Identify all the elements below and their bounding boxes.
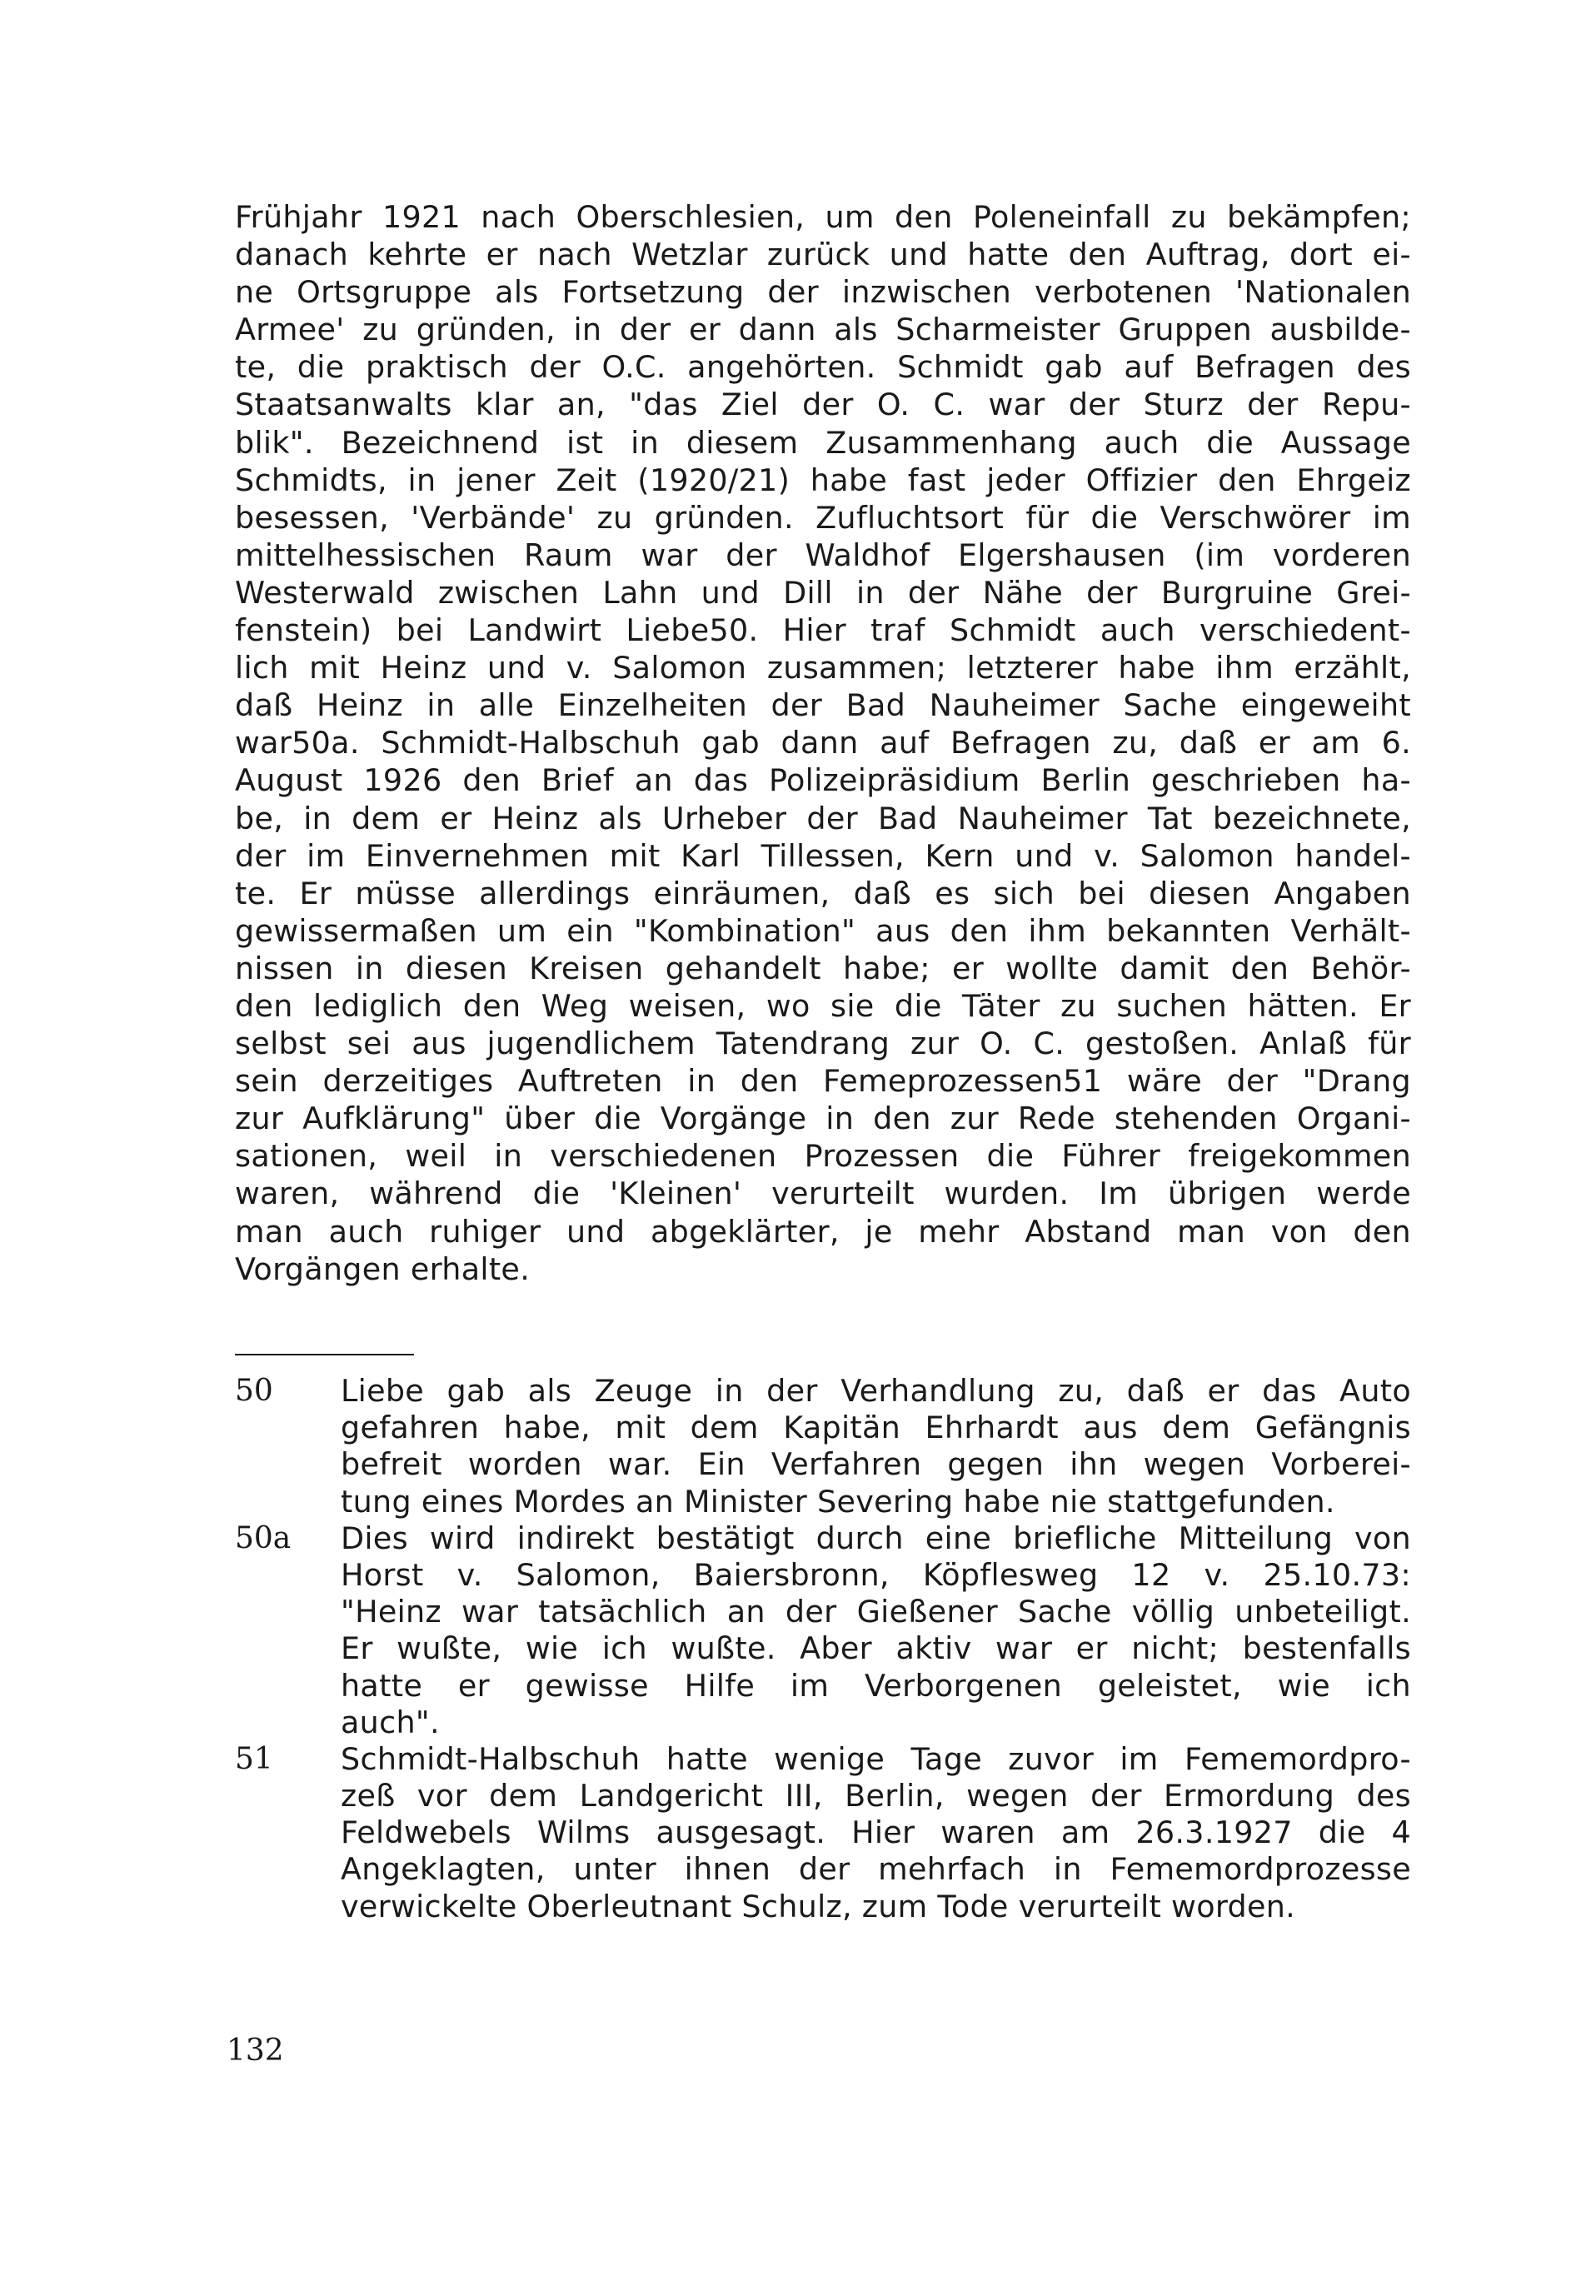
footnote-text (341, 1373, 1411, 1520)
page-number: 132 (227, 2034, 284, 2068)
body-text-line: lich mit Heinz und v. Salomon zusammen; letzterer habe ihm erzählt, (235, 650, 1411, 686)
footnote-line: Horst v. Salomon, Baiersbronn, Köpflesweg 12 v. 25.10.73: (341, 1556, 1411, 1593)
footnote-number: 50 (235, 1374, 273, 1408)
footnote-51 (235, 1741, 1411, 1925)
body-text-line: te. Er müsse allerdings einräumen, daß es sich bei diesen Angaben (235, 875, 1411, 911)
footnote-50 (235, 1373, 1411, 1520)
body-text-line: waren, während die 'Kleinen' verurteilt wurden. Im übrigen werde (235, 1175, 1411, 1212)
body-text-line: der im Einvernehmen mit Karl Tillessen, Kern und v. Salomon handel- (235, 837, 1411, 874)
body-text-line: be, in dem er Heinz als Urheber der Bad Nauheimer Tat bezeichnete, (235, 800, 1411, 836)
body-text-line: Westerwald zwischen Lahn und Dill in der Nähe der Burgruine Grei- (235, 574, 1411, 611)
body-text-line: August 1926 den Brief an das Polizeipräsidium Berlin geschrieben ha- (235, 762, 1411, 799)
footnote-text (341, 1741, 1411, 1925)
footnote-line: Dies wird indirekt bestätigt durch eine briefliche Mitteilung von (341, 1520, 1411, 1556)
footnote-line: hatte er gewisse Hilfe im Verborgenen geleistet, wie ich (341, 1667, 1411, 1704)
body-text-line: Schmidts, in jener Zeit (1920/21) habe fast jeder Offizier den Ehrgeiz (235, 462, 1411, 498)
body-text-line: fenstein) bei Landwirt Liebe50. Hier traf Schmidt auch verschiedent- (235, 612, 1411, 649)
body-text-line: war50a. Schmidt-Halbschuh gab dann auf Befragen zu, daß er am 6. (235, 725, 1411, 761)
body-text-line: ne Ortsgruppe als Fortsetzung der inzwischen verbotenen 'Nationalen (235, 274, 1411, 311)
footnote-text (341, 1520, 1411, 1741)
footnotes (235, 1373, 1411, 1925)
body-text-line: danach kehrte er nach Wetzlar zurück und hatte den Auftrag, dort ei- (235, 237, 1411, 273)
body-text-line: sationen, weil in verschiedenen Prozessen die Führer freigekommen (235, 1138, 1411, 1175)
body-text-line: blik". Bezeichnend ist in diesem Zusammenhang auch die Aussage (235, 424, 1411, 461)
footnote-line: tung eines Mordes an Minister Severing habe nie stattgefunden. (341, 1483, 1335, 1520)
body-text (235, 198, 1411, 1288)
footnote-line: Liebe gab als Zeuge in der Verhandlung zu, daß er das Auto (341, 1373, 1411, 1409)
body-text-line: sein derzeitiges Auftreten in den Femeprozessen51 wäre der "Drang (235, 1063, 1411, 1100)
body-text-line: daß Heinz in alle Einzelheiten der Bad Nauheimer Sache eingeweiht (235, 687, 1411, 724)
body-text-line: besessen, 'Verbände' zu gründen. Zufluchtsort für die Verschwörer im (235, 499, 1411, 536)
footnote-line: auch". (341, 1704, 440, 1740)
footnote-line: zeß vor dem Landgericht III, Berlin, wegen der Ermordung des (341, 1778, 1411, 1814)
footnote-line: verwickelte Oberleutnant Schulz, zum Tode verurteilt worden. (341, 1888, 1296, 1924)
footnote-number: 51 (235, 1741, 273, 1776)
body-text-line: nissen in diesen Kreisen gehandelt habe; er wollte damit den Behör- (235, 950, 1411, 986)
body-text-line: te, die praktisch der O.C. angehörten. Schmidt gab auf Befragen des (235, 349, 1411, 386)
footnote-line: "Heinz war tatsächlich an der Gießener Sache völlig unbeteiligt. (341, 1594, 1411, 1630)
body-text-line: man auch ruhiger und abgeklärter, je mehr Abstand man von den (235, 1213, 1411, 1250)
body-text-line: Armee' zu gründen, in der er dann als Scharmeister Gruppen ausbilde- (235, 312, 1411, 348)
footnote-divider (235, 1354, 414, 1355)
footnote-line: Angeklagten, unter ihnen der mehrfach in Fememordprozesse (341, 1851, 1411, 1888)
footnote-line: befreit worden war. Ein Verfahren gegen ihn wegen Vorberei- (341, 1446, 1411, 1483)
footnote-line: Schmidt-Halbschuh hatte wenige Tage zuvor im Fememordpro- (341, 1740, 1411, 1777)
body-text-line: Frühjahr 1921 nach Oberschlesien, um den Poleneinfall zu bekämpfen; (235, 199, 1411, 235)
body-text-line: mittelhessischen Raum war der Waldhof Elgershausen (im vorderen (235, 537, 1411, 573)
body-text-line: selbst sei aus jugendlichem Tatendrang zur O. C. gestoßen. Anlaß für (235, 1026, 1411, 1062)
body-text-line: Staatsanwalts klar an, "das Ziel der O. C. war der Sturz der Repu- (235, 387, 1411, 423)
footnote-number: 50a (235, 1520, 292, 1555)
footnote-50a (235, 1520, 1411, 1741)
body-text-line: gewissermaßen um ein "Kombination" aus den ihm bekannten Verhält- (235, 912, 1411, 949)
footnote-line: gefahren habe, mit dem Kapitän Ehrhardt aus dem Gefängnis (341, 1410, 1411, 1446)
footnote-line: Er wußte, wie ich wußte. Aber aktiv war er nicht; bestenfalls (341, 1630, 1411, 1667)
footnote-line: Feldwebels Wilms ausgesagt. Hier waren am 26.3.1927 die 4 (341, 1814, 1411, 1851)
body-text-line: Vorgängen erhalte. (235, 1250, 531, 1287)
body-text-line: den lediglich den Weg weisen, wo sie die Täter zu suchen hätten. Er (235, 987, 1411, 1024)
body-text-line: zur Aufklärung" über die Vorgänge in den zur Rede stehenden Organi- (235, 1101, 1411, 1137)
